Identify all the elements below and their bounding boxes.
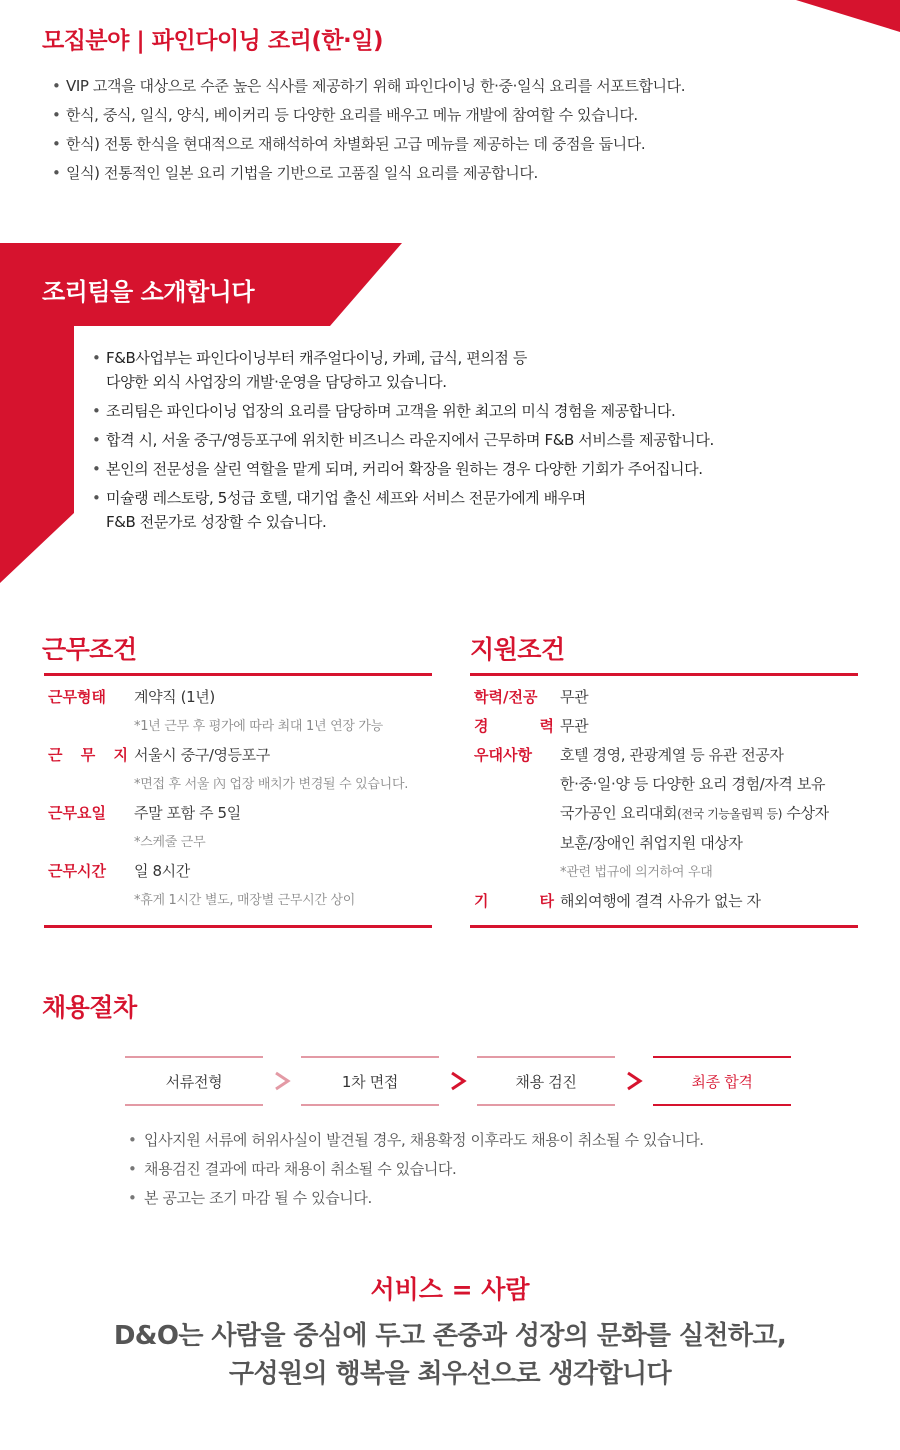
process-steps xyxy=(125,1056,791,1106)
service-statement-line1: D&O는 사람을 중심에 두고 존중과 성장의 문화를 실천하고, xyxy=(113,1321,787,1351)
work-days-note: *스케줄 근무 xyxy=(134,835,206,850)
list-item: • 본인의 전문성을 살린 역할을 맡게 되며, 커리어 확장을 원하는 경우 다양한 기회가 주어집니다. xyxy=(92,457,714,481)
apply-row-education xyxy=(474,683,864,712)
work-title: 근무조건 xyxy=(42,635,137,664)
list-item: • 채용검진 결과에 따라 채용이 취소될 수 있습니다. xyxy=(128,1155,704,1184)
work-days-value: 주말 포함 주 5일 xyxy=(134,804,241,822)
apply-row-etc xyxy=(474,887,864,916)
team-list xyxy=(92,346,714,539)
work-row-type xyxy=(48,683,438,741)
work-row-hours xyxy=(48,857,438,915)
preferred-item: 한·중·일·양 등 다양한 요리 경험/자격 보유 xyxy=(560,775,826,793)
work-row-location xyxy=(48,741,438,799)
work-hours-label: 근무시간 xyxy=(48,862,106,880)
preferred-item: 국가공인 요리대회(전국 기능올림픽 등) 수상자 xyxy=(560,804,829,822)
work-location-label: 근 무 지 xyxy=(48,746,128,764)
notice-list xyxy=(128,1126,704,1213)
divider xyxy=(470,673,858,676)
list-item: • 합격 시, 서울 중구/영등포구에 위치한 비즈니스 라운지에서 근무하며 F&B 서비스를 제공합니다. xyxy=(92,428,714,452)
recruit-list xyxy=(52,72,685,188)
divider xyxy=(470,925,858,928)
apply-row-preferred xyxy=(474,741,864,887)
list-item: • F&B사업부는 파인다이닝부터 캐주얼다이닝, 카페, 급식, 편의점 등 다양한 외식 사업장의 개발·운영을 담당하고 있습니다. xyxy=(92,346,714,394)
list-item: • 일식) 전통적인 일본 요리 기법을 기반으로 고품질 일식 요리를 제공합니다. xyxy=(52,159,685,188)
work-days-label: 근무요일 xyxy=(48,804,106,822)
career-label: 경 력 xyxy=(474,717,554,735)
work-type-value: 계약직 (1년) xyxy=(134,688,215,706)
list-item: • 미슐랭 레스토랑, 5성급 호텔, 대기업 출신 셰프와 서비스 전문가에게 배우며 F&B 전문가로 성장할 수 있습니다. xyxy=(92,486,714,534)
preferred-item: 호텔 경영, 관광계열 등 유관 전공자 xyxy=(560,746,784,764)
divider xyxy=(44,673,432,676)
step-medical-check: 채용 검진 xyxy=(477,1056,615,1106)
process-title: 채용절차 xyxy=(42,993,137,1022)
work-location-value: 서울시 중구/영등포구 xyxy=(134,746,270,764)
service-statement-line2: 구성원의 행복을 최우선으로 생각합니다 xyxy=(228,1359,672,1389)
step-document-screening: 서류전형 xyxy=(125,1056,263,1106)
work-type-label: 근무형태 xyxy=(48,688,106,706)
work-type-note: *1년 근무 후 평가에 따라 최대 1년 연장 가능 xyxy=(134,719,383,734)
list-item: • 입사지원 서류에 허위사실이 발견될 경우, 채용확정 이후라도 채용이 취소될 수 있습니다. xyxy=(128,1126,704,1155)
corner-decoration xyxy=(796,0,900,32)
chevron-right-icon xyxy=(263,1071,301,1091)
work-hours-note: *휴게 1시간 별도, 매장별 근무시간 상이 xyxy=(134,893,356,908)
chevron-right-icon xyxy=(615,1071,653,1091)
education-value: 무관 xyxy=(560,688,589,706)
apply-title: 지원조건 xyxy=(470,635,565,664)
list-item: • 한식, 중식, 일식, 양식, 베이커리 등 다양한 요리를 배우고 메뉴 개발에 참여할 수 있습니다. xyxy=(52,101,685,130)
preferred-item: 보훈/장애인 취업지원 대상자 xyxy=(560,834,743,852)
work-location-note: *면접 후 서울 內 업장 배치가 변경될 수 있습니다. xyxy=(134,777,409,792)
chevron-right-icon xyxy=(439,1071,477,1091)
recruit-title: 모집분야 | 파인다이닝 조리(한·일) xyxy=(42,28,384,54)
team-title: 조리팀을 소개합니다 xyxy=(42,278,255,306)
list-item: • 본 공고는 조기 마감 될 수 있습니다. xyxy=(128,1184,704,1213)
divider xyxy=(44,925,432,928)
work-hours-value: 일 8시간 xyxy=(134,862,190,880)
list-item: • 한식) 전통 한식을 현대적으로 재해석하여 차별화된 고급 메뉴를 제공하는 데 중점을 둡니다. xyxy=(52,130,685,159)
preferred-label: 우대사항 xyxy=(474,746,532,764)
list-item: • 조리팀은 파인다이닝 업장의 요리를 담당하며 고객을 위한 최고의 미식 경험을 제공합니다. xyxy=(92,399,714,423)
etc-value: 해외여행에 결격 사유가 없는 자 xyxy=(560,892,761,910)
preferred-note: *관련 법규에 의거하여 우대 xyxy=(560,865,713,880)
education-label: 학력/전공 xyxy=(474,688,538,706)
step-final-pass: 최종 합격 xyxy=(653,1056,791,1106)
list-item: • VIP 고객을 대상으로 수준 높은 식사를 제공하기 위해 파인다이닝 한·중·일식 요리를 서포트합니다. xyxy=(52,72,685,101)
career-value: 무관 xyxy=(560,717,589,735)
etc-label: 기 타 xyxy=(474,892,554,910)
service-title: 서비스 = 사람 xyxy=(370,1275,530,1304)
step-first-interview: 1차 면접 xyxy=(301,1056,439,1106)
work-row-days xyxy=(48,799,438,857)
apply-row-career xyxy=(474,712,864,741)
work-conditions-table xyxy=(48,683,438,915)
apply-conditions-table xyxy=(474,683,864,916)
